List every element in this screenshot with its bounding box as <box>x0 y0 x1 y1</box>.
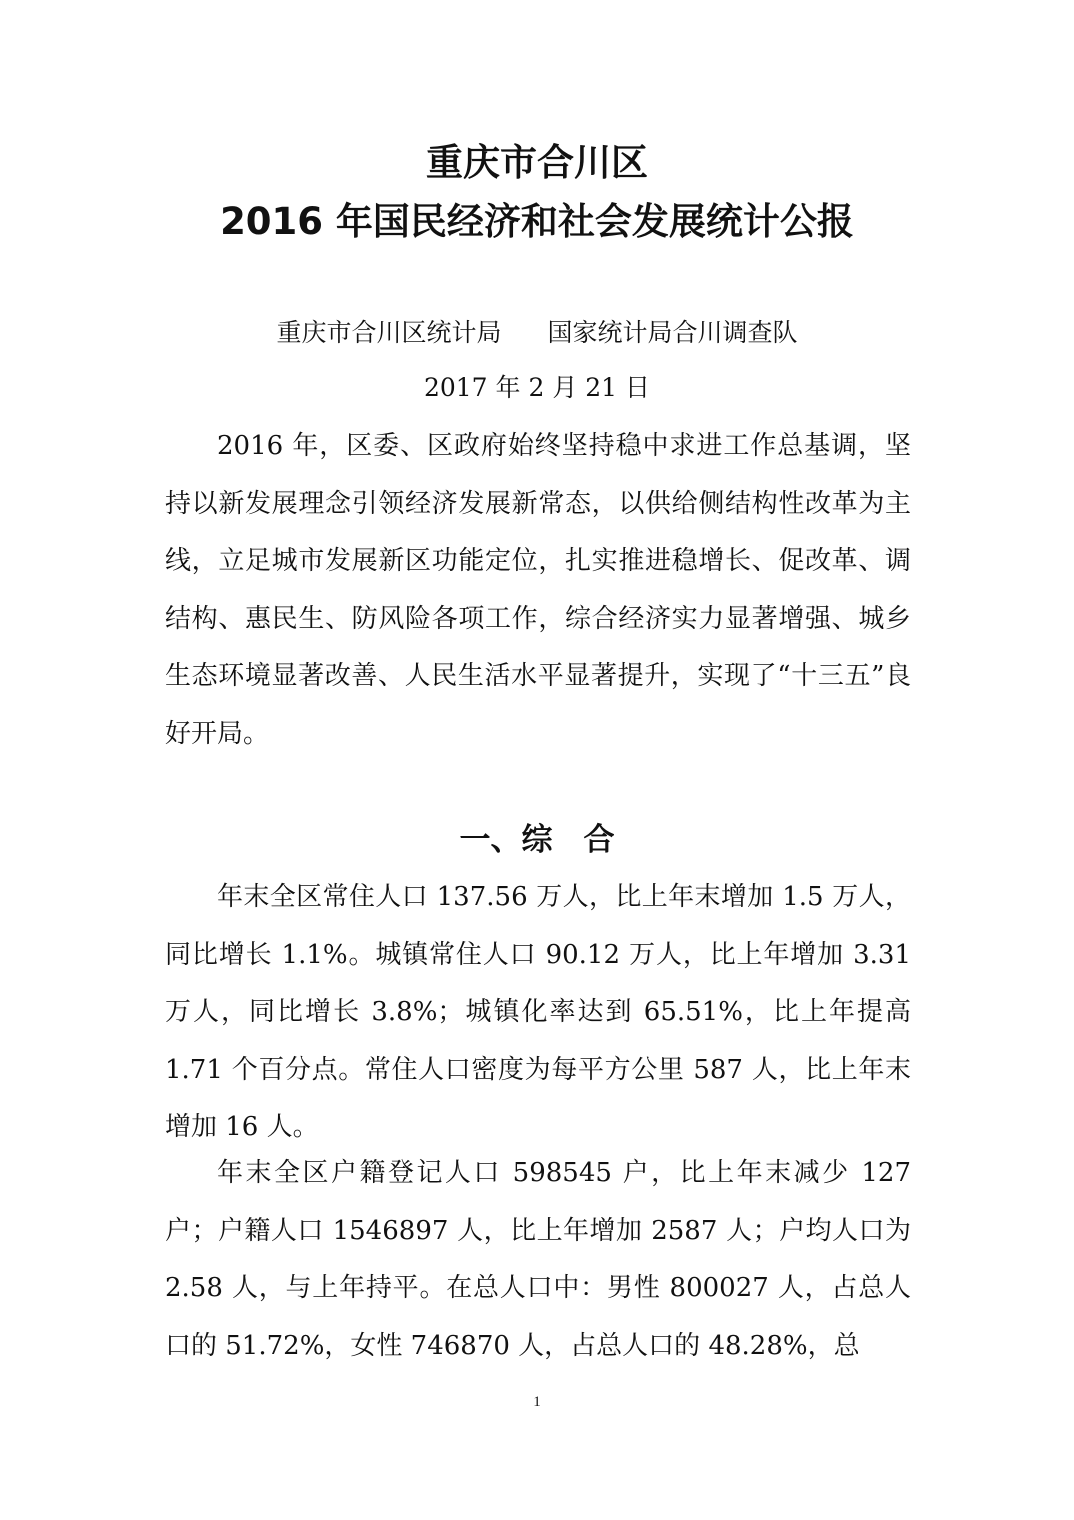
author-district-statistics-bureau: 重庆市合川区统计局 <box>276 318 502 347</box>
report-title-line2: 2016 年国民经济和社会发展统计公报 <box>220 200 854 243</box>
population-paragraph: 年末全区常住人口 137.56 万人，比上年末增加 1.5 万人，同比增长 1.1%。城镇常住人口 90.12 万人，比上年增加 3.31 万人，同比增长 3.8%；城镇化率达到 65.51%，比上年提高 1.71 个百分点。常住人口密度为每平方公里 587 人，比上年末增加 16 人。 <box>165 882 911 1142</box>
page-number: 1 <box>533 1394 541 1410</box>
author-survey-team: 国家统计局合川调查队 <box>547 318 798 347</box>
household-registration-paragraph: 年末全区户籍登记人口 598545 户，比上年末减少 127 户；户籍人口 1546897 人，比上年增加 2587 人；户均人口为 2.58 人，与上年持平。在总人口中：男性 800027 人，占总人口的 51.72%，女性 746870 人，占总人口的 48.28%，总 <box>165 1158 911 1361</box>
issuing-authorities <box>0 316 1074 350</box>
publication-date: 2017 年 2 月 21 日 <box>423 373 651 402</box>
intro-paragraph: 2016 年，区委、区政府始终坚持稳中求进工作总基调，坚持以新发展理念引领经济发展新常态，以供给侧结构性改革为主线，立足城市发展新区功能定位，扎实推进稳增长、促改革、调结构、惠民生、防风险各项工作，综合经济实力显著增强、城乡生态环境显著改善、人民生活水平显著提升，实现了“十三五”良好开局。 <box>165 431 911 749</box>
section-heading-general: 一、综 合 <box>459 822 615 858</box>
report-title-line1: 重庆市合川区 <box>426 141 648 184</box>
